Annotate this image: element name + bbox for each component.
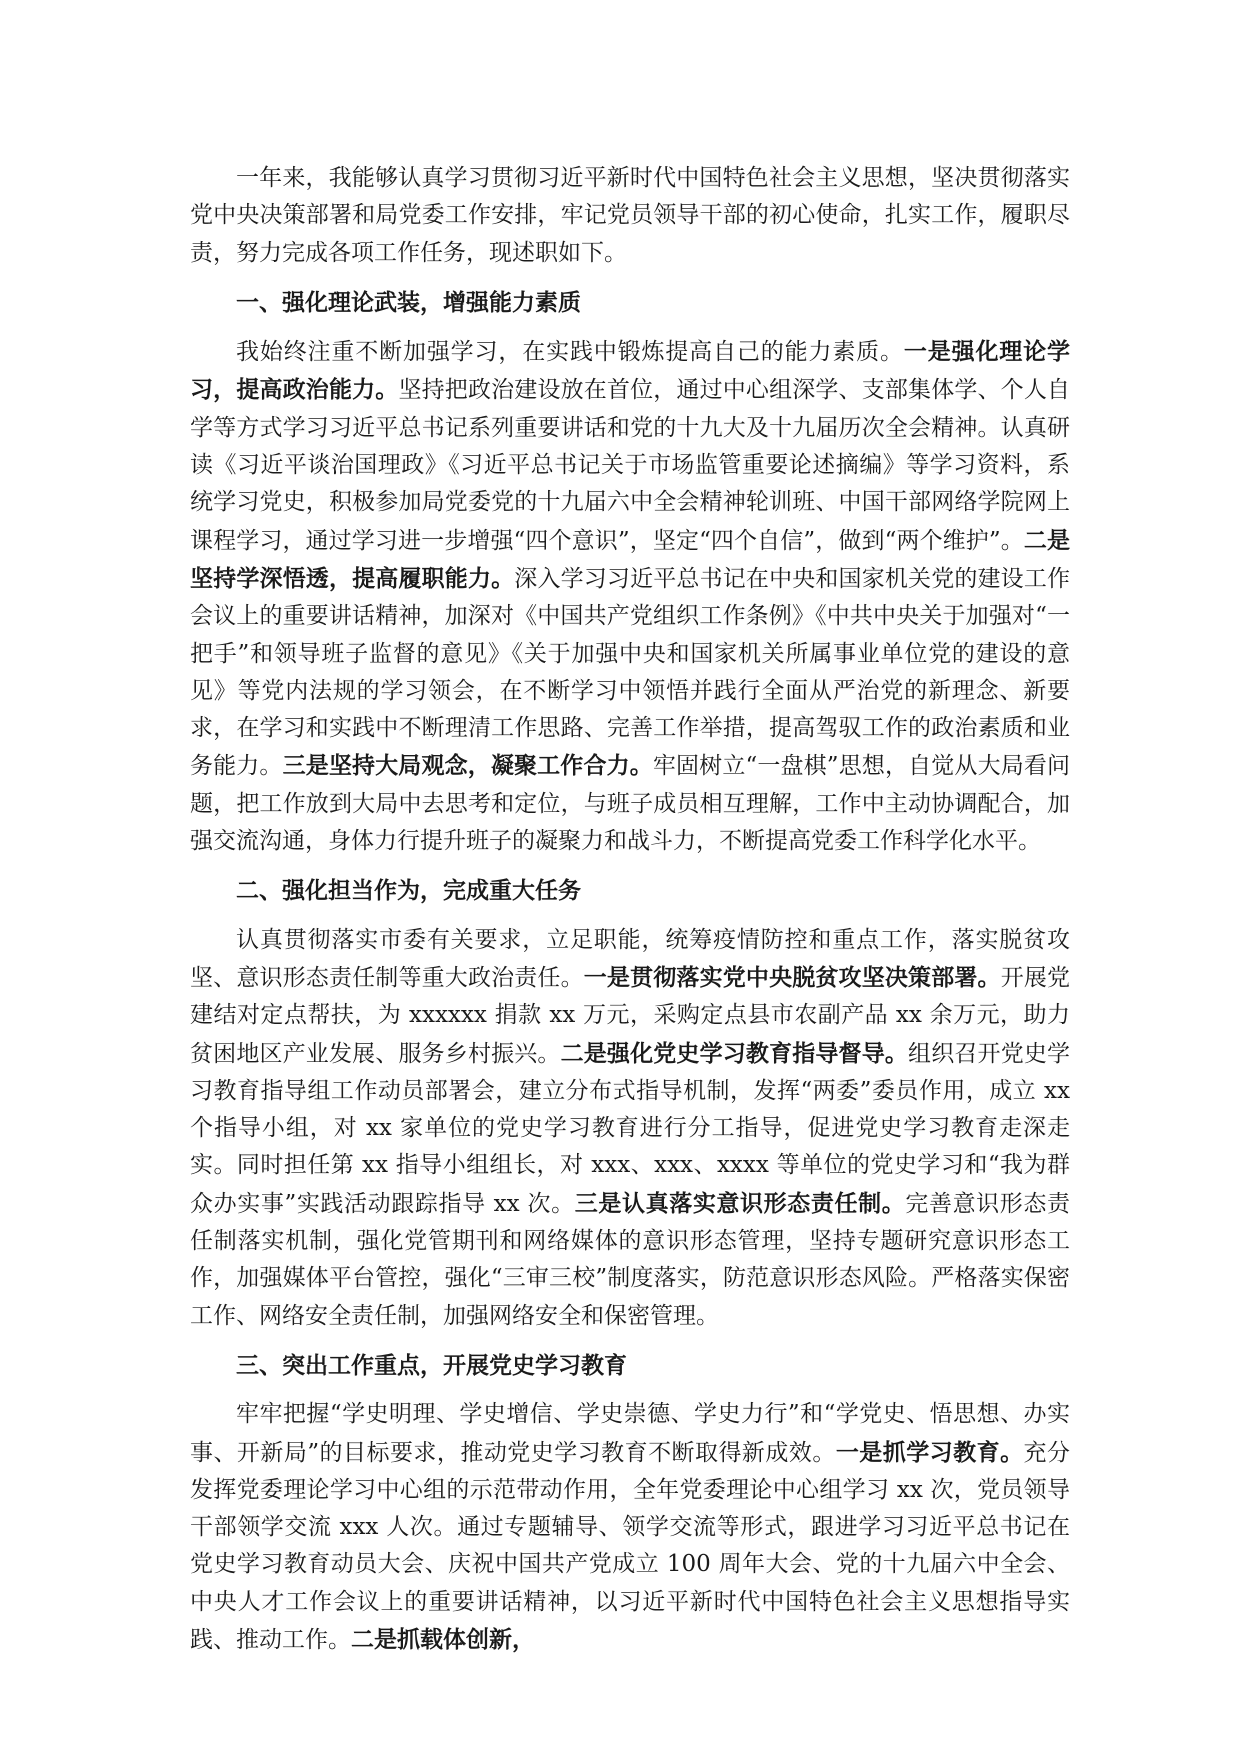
body-text: 充分发挥党委理论学习中心组的示范带动作用，全年党委理论中心组学习 xx 次，党员领导干部领学交流 xxx 人次。通过专题辅导、领学交流等形式，跟进学习习近平总书记在党史学习教育动员大会、庆祝中国共产党成立 100 周年大会、党的十九届六中全会、中央人才工作会议上的重要讲话精神，以习近平新时代中国特色社会主义思想指导实践、推动工作。 [190,1439,1071,1653]
bold-lead: 三是认真落实意识形态责任制。 [574,1189,906,1217]
bold-lead: 三是坚持大局观念，凝聚工作合力。 [282,752,653,780]
body-text: 认真贯彻落实市委有关要求，立足职能，统筹疫情防控和重点工作，落实脱贫攻坚、意识形态责任制等重大政治责任。 [190,926,1070,991]
body-text: 牢牢把握“学史明理、学史增信、学史崇德、学史力行”和“学党史、悟思想、办实事、开新局”的目标要求，推动党史学习教育不断取得新成效。 [190,1401,1070,1466]
bold-lead: 一是强化理论学习，提高政治能力。 [190,338,1071,404]
body-text: 牢固树立“一盘棋”思想，自觉从大局看问题，把工作放到大局中去思考和定位，与班子成员相互理解，工作中主动协调配合，加强交流沟通，身体力行提升班子的凝聚力和战斗力，不断提高党委工作科学化水平。 [190,753,1070,855]
bold-lead: 二是强化党史学习教育指导督导。 [560,1039,909,1067]
bold-lead: 一是贯彻落实党中央脱贫攻坚决策部署。 [583,963,1001,991]
section-3-paragraph [190,1396,1070,1659]
body-text: 完善意识形态责任制落实机制，强化党管期刊和网络媒体的意识形态管理，坚持专题研究意识形态工作，加强媒体平台管控，强化“三审三校”制度落实，防范意识形态风险。严格落实保密工作、网络安全责任制，加强网络安全和保密管理。 [190,1190,1071,1329]
body-text: 我始终注重不断加强学习，在实践中锻炼提高自己的能力素质。 [236,339,904,366]
intro-paragraph: 一年来，我能够认真学习贯彻习近平新时代中国特色社会主义思想，坚决贯彻落实党中央决策部署和局党委工作安排，牢记党员领导干部的初心使命，扎实工作，履职尽责，努力完成各项工作任务，现述职如下。 [190,165,1070,266]
bold-lead: 一是抓学习教育。 [835,1438,1024,1466]
section-1-heading: 一、强化理论武装，增强能力素质 [236,288,581,316]
section-2-heading: 二、强化担当作为，完成重大任务 [236,877,581,905]
document-body [190,160,1070,1659]
section-1-paragraph [190,333,1070,860]
section-2-paragraph [190,922,1070,1335]
bold-lead: 二是抓载体创新， [351,1625,535,1653]
body-text: 坚持把政治建设放在首位，通过中心组深学、支部集体学、个人自学等方式学习习近平总书记系列重要讲话和党的十九大及十九届历次全会精神。认真研读《习近平谈治国理政》《习近平总书记关于市场监管重要论述摘编》等学习资料，系统学习党史，积极参加局党委党的十九届六中全会精神轮训班、中国干部网络学院网上课程学习，通过学习进一步增强“四个意识”，坚定“四个自信”，做到“两个维护”。 [190,377,1071,554]
body-text: 组织召开党史学习教育指导组工作动员部署会，建立分布式指导机制，发挥“两委”委员作用，成立 xx 个指导小组，对 xx 家单位的党史学习教育进行分工指导，促进党史学习教育走深走实。同时担任第 xx 指导小组组长，对 xxx、xxx、xxxx 等单位的党史学习和“我为群众办实事”实践活动跟踪指导 xx 次。 [190,1040,1071,1217]
section-3-heading: 三、突出工作重点，开展党史学习教育 [236,1351,627,1379]
body-text: 深入学习习近平总书记在中央和国家机关党的建设工作会议上的重要讲话精神，加深对《中国共产党组织工作条例》《中共中央关于加强对“一把手”和领导班子监督的意见》《关于加强中央和国家机关所属事业单位党的建设的意见》等党内法规的学习领会，在不断学习中领悟并践行全面从严治党的新理念、新要求，在学习和实践中不断理清工作思路、完善工作举措，提高驾驭工作的政治素质和业务能力。 [190,565,1071,780]
bold-lead: 二是坚持学深悟透，提高履职能力。 [190,526,1071,592]
body-text: 开展党建结对定点帮扶，为 xxxxxx 捐款 xx 万元，采购定点县市农副产品 xx 余万元，助力贫困地区产业发展、服务乡村振兴。 [190,964,1071,1067]
